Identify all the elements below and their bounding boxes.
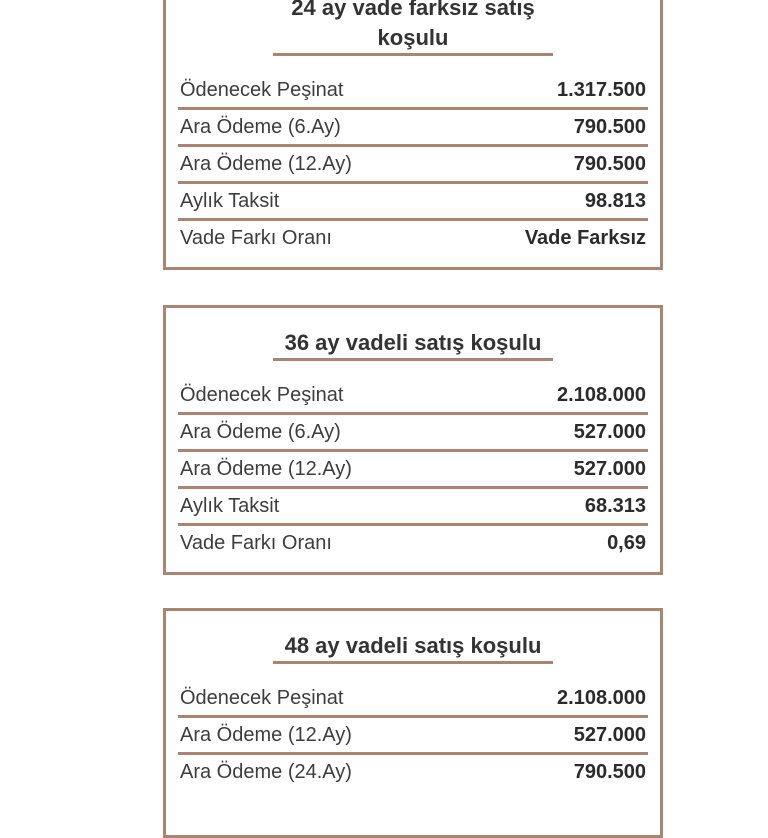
row-value: 98.813 — [584, 190, 646, 212]
table-row — [178, 452, 648, 489]
payment-rows — [178, 378, 648, 560]
row-label: Aylık Taksit — [180, 190, 280, 212]
table-row — [178, 718, 648, 755]
table-row — [178, 526, 648, 560]
card-title — [178, 328, 648, 358]
card-title-line: 48 ay vadeli satış koşulu — [284, 633, 542, 658]
title-underline-divider — [273, 358, 553, 361]
payment-plan-card-36m — [163, 305, 663, 575]
row-label: Ara Ödeme (24.Ay) — [180, 761, 352, 783]
row-label: Ara Ödeme (6.Ay) — [180, 116, 341, 138]
table-row — [178, 221, 648, 255]
card-title-line: 36 ay vadeli satış koşulu — [284, 330, 542, 355]
row-value: 0,69 — [607, 532, 646, 554]
table-row — [178, 147, 648, 184]
payment-rows — [178, 681, 648, 789]
payment-rows — [178, 73, 648, 255]
card-title-line: 24 ay vade farksız satış — [291, 0, 535, 20]
table-row — [178, 110, 648, 147]
row-value: 68.313 — [584, 495, 646, 517]
title-underline-divider — [273, 661, 553, 664]
row-value: 2.108.000 — [557, 384, 646, 406]
row-label: Ara Ödeme (12.Ay) — [180, 458, 352, 480]
payment-plan-card-24m — [163, 0, 663, 270]
row-label: Ara Ödeme (6.Ay) — [180, 421, 341, 443]
card-title-line: koşulu — [377, 25, 449, 50]
row-value: 790.500 — [573, 153, 646, 175]
row-label: Ödenecek Peşinat — [180, 384, 344, 406]
row-label: Ara Ödeme (12.Ay) — [180, 724, 352, 746]
row-value: 790.500 — [573, 116, 646, 138]
row-label: Vade Farkı Oranı — [180, 532, 332, 554]
row-label: Aylık Taksit — [180, 495, 280, 517]
row-value: 790.500 — [573, 761, 646, 783]
table-row — [178, 489, 648, 526]
title-underline-divider — [273, 53, 553, 56]
row-value: 527.000 — [573, 458, 646, 480]
row-value: Vade Farksız — [524, 227, 646, 249]
row-value: 527.000 — [573, 724, 646, 746]
row-value: 1.317.500 — [557, 79, 646, 101]
card-title — [178, 631, 648, 661]
card-title — [178, 0, 648, 53]
row-value: 527.000 — [573, 421, 646, 443]
table-row — [178, 73, 648, 110]
payment-plan-card-48m — [163, 608, 663, 838]
table-row — [178, 755, 648, 789]
table-row — [178, 681, 648, 718]
row-label: Ara Ödeme (12.Ay) — [180, 153, 352, 175]
table-row — [178, 184, 648, 221]
table-row — [178, 378, 648, 415]
row-value: 2.108.000 — [557, 687, 646, 709]
row-label: Ödenecek Peşinat — [180, 687, 344, 709]
row-label: Vade Farkı Oranı — [180, 227, 332, 249]
table-row — [178, 415, 648, 452]
row-label: Ödenecek Peşinat — [180, 79, 344, 101]
